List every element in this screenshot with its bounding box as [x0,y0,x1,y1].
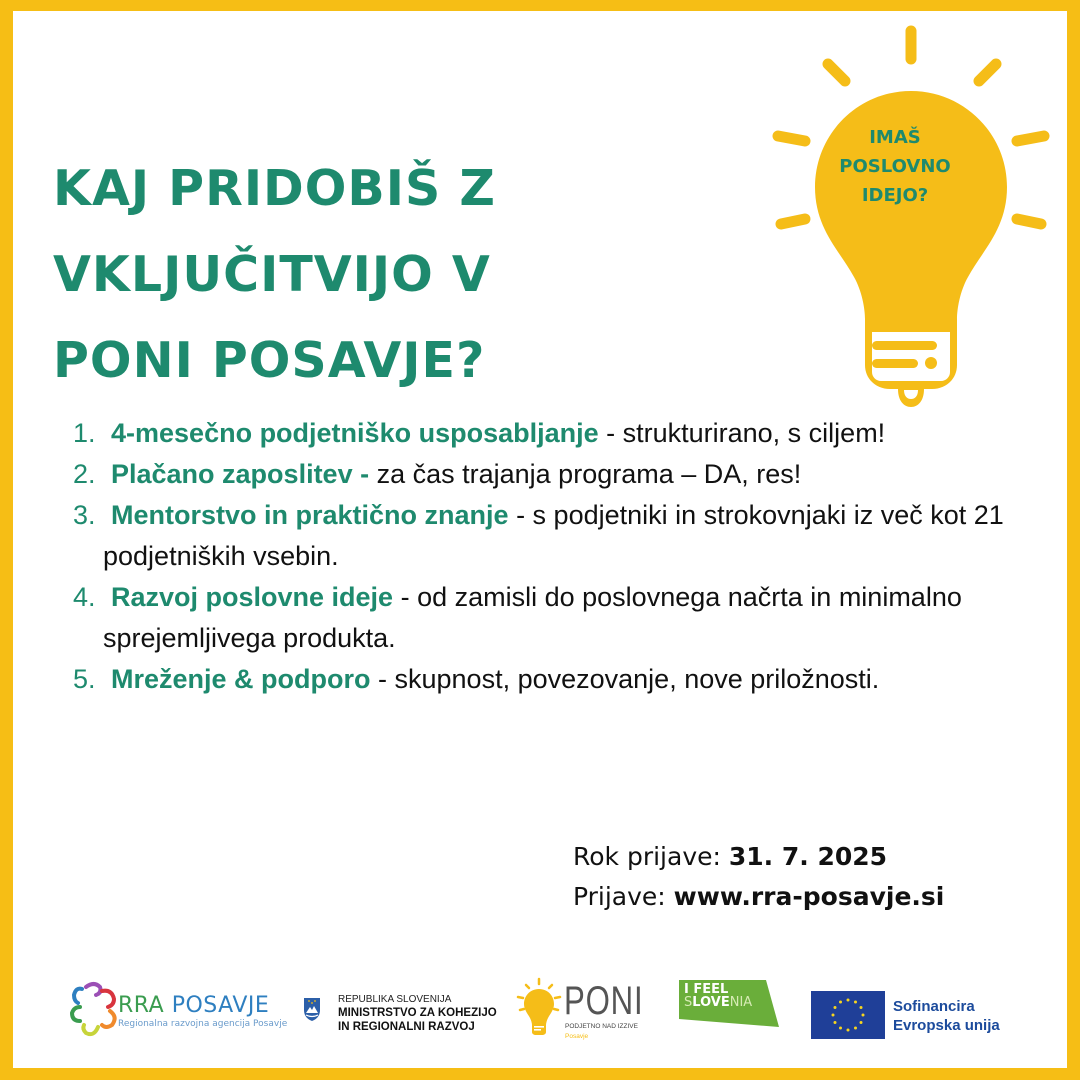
item-number: 1. [73,418,96,448]
title-line-3: PONI POSAVJE? [53,332,486,389]
bulb-caption-line-1: IMAŠ [869,127,921,148]
i-feel-slovenia-text [684,983,752,1009]
item-number: 4. [73,582,96,612]
rra-name-b: POSAVJE [164,993,270,1018]
apply-row [573,877,944,917]
bulb-caption [800,123,990,210]
bulb-caption-line-2: POSLOVNO [839,156,951,177]
eu-line-2: Evropska unija [893,1017,1000,1034]
eu-flag-icon [811,991,885,1039]
poni-lightbulb-icon [515,977,563,1039]
item-highlight: 4-mesečno podjetniško usposabljanje [111,418,599,448]
item-number: 2. [73,459,96,489]
rra-name [118,993,269,1018]
title-line-1: KAJ PRIDOBIŠ Z [53,160,496,217]
apply-label: Prijave: [573,882,674,911]
item-text: - strukturirano, s ciljem! [598,418,886,448]
deadline-value: 31. 7. 2025 [728,842,888,871]
application-info [573,837,944,917]
title-line-2: VKLJUČITVIJO V [53,246,491,303]
item-highlight: Mreženje & podporo [111,664,371,694]
logo-i-feel-slovenia [678,969,783,1049]
rra-name-a: RRA [118,993,165,1018]
item-text: - od zamisli do poslovnega načrta in minimalno sprejemljivega produkta. [103,582,962,653]
list-item [73,413,1033,454]
logo-rra-posavje [68,969,298,1049]
list-item [73,659,1033,700]
item-text: - skupnost, povezovanje, nove priložnosti. [370,664,880,694]
list-item [73,577,1033,659]
eu-line-1: Sofinancira [893,998,975,1015]
benefits-list [73,413,1033,700]
deadline-label: Rok prijave: [573,842,729,871]
ministry-line-3: IN REGIONALNI RAZVOJ [338,1021,475,1033]
logo-poni [515,969,655,1049]
ministry-line-1: REPUBLIKA SLOVENIJA [338,994,452,1005]
item-text: - s podjetniki in strokovnjaki iz več kot 21 podjetniških vsebin. [103,500,1004,571]
poni-tagline: PODJETNO NAD IZZIVE [565,1023,638,1030]
item-highlight: Plačano zaposlitev - [111,459,370,489]
item-number: 3. [73,500,96,530]
poni-region: Posavje [565,1033,589,1040]
list-item [73,495,1033,577]
eu-text [893,997,1000,1035]
apply-link[interactable]: www.rra-posavje.si [673,882,945,911]
page-title [53,146,613,404]
deadline-row [573,837,944,877]
item-highlight: Mentorstvo in praktično znanje [111,500,509,530]
item-text: za čas trajanja programa – DA, res! [369,459,802,489]
ministry-line-2: MINISTRSTVO ZA KOHEZIJO [338,1007,497,1019]
rra-knot-icon [68,981,124,1041]
logo-eu-cofunded [811,969,1021,1049]
ifs-love: LOVE [692,995,730,1010]
poni-name: PONI [564,979,644,1023]
ifs-s: S [684,995,693,1010]
ifs-nia: NIA [729,995,753,1010]
partner-logos [13,969,1067,1049]
lightbulb-icon [748,19,1067,409]
slovenia-coat-of-arms-icon [302,996,322,1022]
bulb-caption-line-3: IDEJO? [861,185,929,206]
rra-subtitle: Regionalna razvojna agencija Posavje [118,1019,288,1029]
logo-ministry [298,969,498,1049]
poster-frame [13,11,1067,1068]
item-highlight: Razvoj poslovne ideje [111,582,394,612]
ifs-line-2 [684,996,752,1009]
item-number: 5. [73,664,96,694]
ifs-line-1: I FEEL [684,982,729,997]
list-item [73,454,1033,495]
